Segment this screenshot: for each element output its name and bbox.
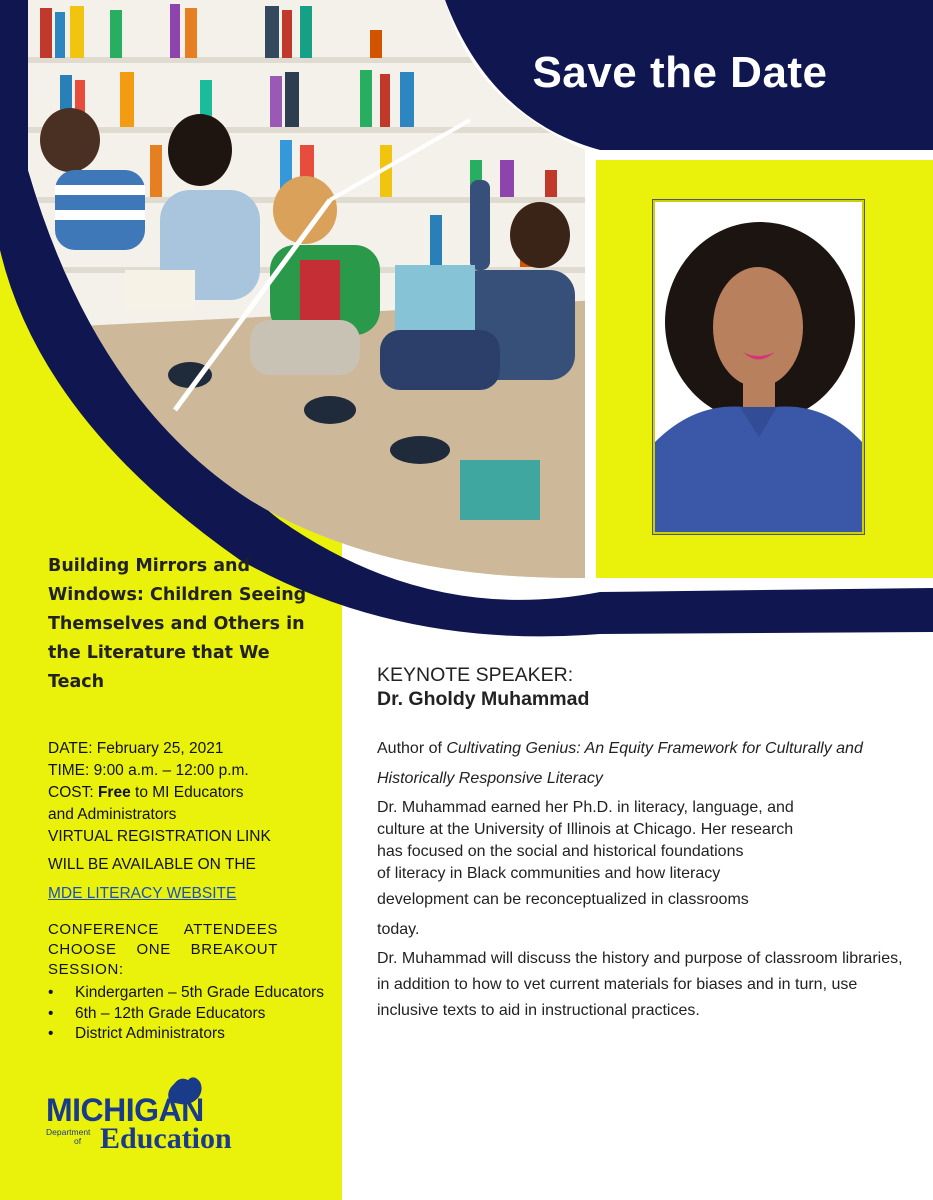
- event-cost-line2: and Administrators: [48, 806, 177, 823]
- list-item: [48, 1024, 338, 1045]
- logo-michigan: MICHIGAN: [46, 1092, 204, 1128]
- event-details: [48, 738, 333, 905]
- breakout-session-admin: District Administrators: [75, 1025, 225, 1042]
- breakout-session-6-12: 6th – 12th Grade Educators: [75, 1004, 266, 1022]
- bio-line: culture at the University of Illinois at Chicago. Her research: [377, 821, 794, 838]
- bullet-icon: •: [48, 1025, 54, 1042]
- event-time: TIME: 9:00 a.m. – 12:00 p.m.: [48, 762, 249, 779]
- breakout-session-list: [48, 983, 338, 1045]
- speaker-photo: [655, 202, 862, 532]
- save-the-date-title: Save the Date: [532, 48, 828, 97]
- list-item: [48, 1004, 338, 1025]
- bullet-icon: •: [48, 984, 54, 1001]
- event-date: DATE: February 25, 2021: [48, 740, 224, 757]
- bio-line: today.: [377, 921, 420, 938]
- logo-of-text: of: [74, 1136, 82, 1146]
- mde-literacy-website-link[interactable]: MDE LITERACY WEBSITE: [48, 885, 237, 902]
- event-title: Building Mirrors and Windows: Children Seeing Themselves and Others in the Literature that We Teach: [48, 556, 307, 692]
- registration-line-1: VIRTUAL REGISTRATION LINK: [48, 828, 271, 845]
- cost-prefix: COST:: [48, 784, 98, 801]
- speaker-name: Dr. Gholdy Muhammad: [377, 688, 590, 710]
- speaker-portrait: [655, 202, 862, 532]
- cost-free: Free: [97, 784, 131, 801]
- logo-education: Education: [100, 1122, 232, 1155]
- bio-line: of literacy in Black communities and how literacy: [377, 865, 721, 882]
- author-line: [377, 734, 907, 794]
- breakout-session-k5: Kindergarten – 5th Grade Educators: [75, 984, 325, 1001]
- bio-line: development can be reconceptualized in classrooms: [377, 891, 749, 908]
- speaker-bio: [377, 797, 907, 945]
- cost-suffix: to MI Educators: [130, 784, 244, 801]
- registration-line-2: WILL BE AVAILABLE ON THE: [48, 856, 256, 873]
- book-title: Cultivating Genius: An Equity Framework for Culturally and Historically Responsive Literacy: [377, 740, 863, 787]
- logo-department: [46, 1128, 90, 1146]
- speaker-discussion: Dr. Muhammad will discuss the history and purpose of classroom libraries, in addition to how to vet current materials for biases and in turn, use inclusive texts to aid in instructional practices.: [377, 950, 903, 1019]
- breakout-intro: CONFERENCE ATTENDEES CHOOSE ONE BREAKOUT SESSION:: [48, 921, 278, 978]
- keynote-heading: KEYNOTE SPEAKER:: [377, 664, 574, 686]
- bio-line: Dr. Muhammad earned her Ph.D. in literacy, language, and: [377, 799, 794, 816]
- bio-line: has focused on the social and historical foundations: [377, 843, 744, 860]
- logo-dept-text: Department: [46, 1127, 91, 1137]
- author-prefix: Author of: [377, 740, 447, 757]
- event-cost: [48, 782, 333, 804]
- list-item: [48, 983, 338, 1004]
- bullet-icon: •: [48, 1004, 54, 1022]
